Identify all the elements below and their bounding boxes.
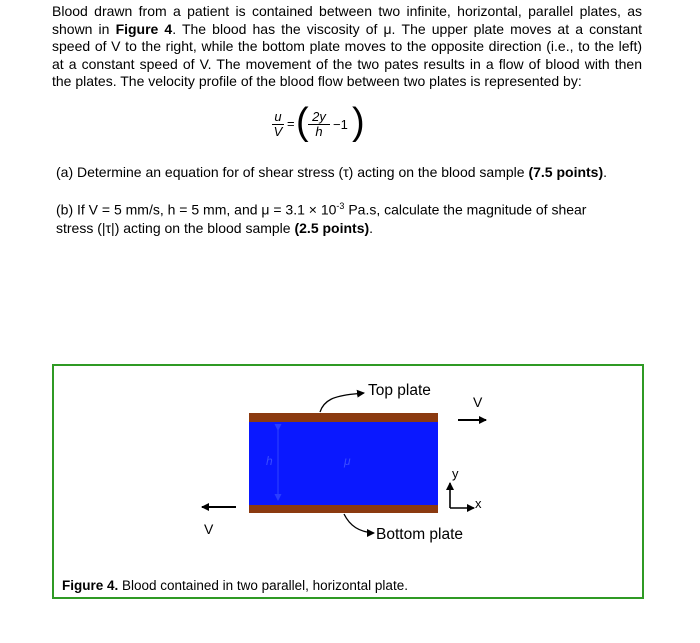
figure-reference: Figure 4: [115, 20, 173, 37]
axis-y-label: y: [452, 466, 459, 481]
top-plate: [249, 413, 438, 422]
equals-sign: =: [287, 116, 295, 131]
inner-fraction: [308, 110, 330, 139]
question-a-text: (a) Determine an equation for of shear stress (τ) acting on the blood sample: [56, 164, 529, 180]
figure-caption: [62, 578, 408, 593]
lhs-fraction: [272, 110, 284, 139]
question-a: [56, 163, 607, 181]
intro-text-1: Blood drawn from a patient is contained between two infinite, horizontal, parallel plates, as shown in: [52, 3, 642, 37]
velocity-left-label: V: [204, 521, 214, 537]
question-a-end: .: [603, 164, 608, 180]
question-b-line2: stress (|τ|) acting on the blood sample: [56, 219, 295, 236]
question-b: [56, 197, 636, 237]
inner-denominator: h: [315, 124, 323, 139]
question-a-points: (7.5 points): [528, 164, 604, 180]
caption-text: Blood contained in two parallel, horizontal plate.: [118, 578, 408, 593]
inner-numerator: 2y: [312, 109, 326, 124]
minus-one: −1: [333, 117, 348, 132]
figure-4-box: [52, 364, 644, 599]
question-b-exponent: -3: [336, 201, 345, 211]
top-plate-leader: [320, 393, 364, 412]
bottom-plate-leader: [344, 514, 374, 533]
caption-label: Figure 4.: [62, 578, 119, 593]
right-parenthesis: ): [352, 101, 365, 143]
axis-x-label: x: [475, 496, 482, 511]
question-b-text-2: Pa.s, calculate the magnitude of shear: [344, 201, 587, 218]
question-b-end: .: [369, 219, 374, 236]
bottom-plate-label: Bottom plate: [376, 526, 464, 543]
problem-statement: [52, 3, 642, 91]
velocity-profile-equation: [248, 100, 408, 150]
velocity-right-label: V: [473, 394, 483, 410]
lhs-numerator: u: [274, 109, 282, 124]
intro-text-2: . The blood has the viscosity of μ. The upper plate moves at a constant speed of V to the right, while the bottom plate moves to the opposite direction (i.e., to the left) at a constant speed of V. The movement of the two pates results in a flow of blood with then the plates. The velocity profile of the blood flow between two plates is represented by:: [52, 20, 642, 89]
question-b-text-1: (b) If V = 5 mm/s, h = 5 mm, and μ = 3.1 × 10: [56, 201, 337, 218]
lhs-denominator: V: [273, 124, 283, 139]
plates-diagram: [54, 366, 642, 597]
h-label: h: [266, 454, 273, 468]
top-plate-label: Top plate: [368, 382, 431, 399]
mu-label: μ: [344, 454, 351, 468]
left-parenthesis: (: [296, 101, 309, 143]
bottom-plate: [249, 505, 438, 513]
question-b-points: (2.5 points): [294, 219, 370, 236]
